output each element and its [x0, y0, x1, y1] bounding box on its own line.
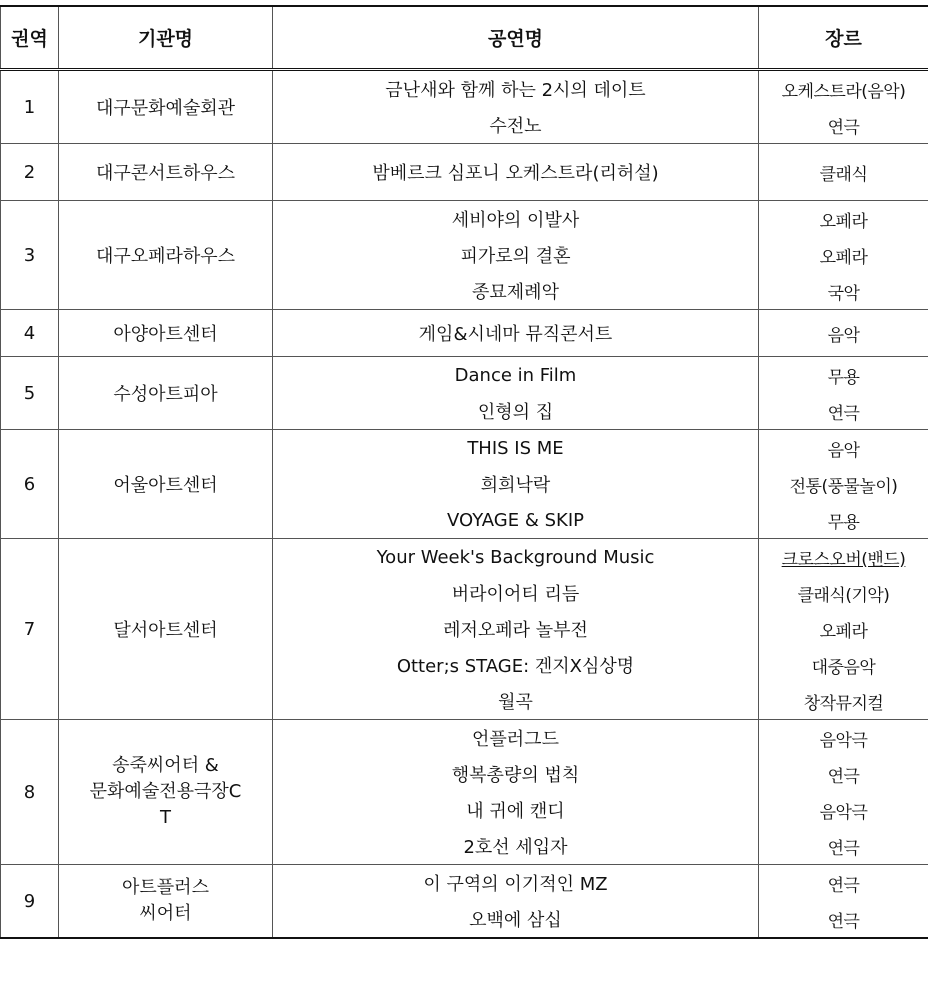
- genre-cell: [759, 70, 928, 144]
- performance-title: 금난새와 함께 하는 2시의 데이트: [385, 80, 646, 101]
- genre-label: 음악극: [819, 730, 868, 751]
- performance-title: 오백에 삼십: [469, 910, 562, 931]
- performance-title: 버라이어티 리듬: [451, 584, 580, 605]
- genre-label: 연극: [827, 117, 860, 138]
- header-region: 권역: [1, 6, 59, 70]
- institution-cell: [59, 865, 273, 939]
- table-row: [1, 539, 928, 720]
- genre-label: 연극: [827, 911, 860, 932]
- performance-cell: [273, 310, 759, 357]
- performance-title: THIS IS ME: [467, 437, 564, 459]
- performance-cell: [273, 201, 759, 310]
- performance-cell: [273, 144, 759, 201]
- performance-title: Dance in Film: [454, 364, 577, 386]
- institution-line: 송죽씨어터 &: [112, 755, 219, 776]
- genre-label: 연극: [827, 838, 860, 859]
- genre-cell: [759, 865, 928, 939]
- genre-label: 무용: [827, 367, 860, 388]
- genre-cell: [759, 201, 928, 310]
- performance-title: 이 구역의 이기적인 MZ: [423, 874, 608, 895]
- institution-cell: 어울아트센터: [59, 430, 273, 539]
- genre-label: 연극: [827, 875, 860, 896]
- genre-label: 연극: [827, 766, 860, 787]
- genre-cell: [759, 539, 928, 720]
- table-row: [1, 430, 928, 539]
- genre-label: 오케스트라(음악): [781, 81, 906, 102]
- genre-label: 대중음악: [811, 657, 876, 678]
- genre-label: 무용: [827, 512, 860, 533]
- performance-title: 월곡: [498, 692, 533, 713]
- performance-cell: [273, 865, 759, 939]
- performance-title: 종묘제례악: [472, 282, 559, 303]
- table-row: [1, 144, 928, 201]
- region-cell: 3: [1, 201, 59, 310]
- performance-table: [0, 5, 928, 939]
- performance-title: 희희낙락: [480, 475, 551, 496]
- genre-label: 클래식(기악): [797, 585, 890, 606]
- institution-cell: 대구문화예술회관: [59, 70, 273, 144]
- genre-label: 음악: [827, 325, 860, 346]
- region-cell: 8: [1, 720, 59, 865]
- region-cell: 5: [1, 357, 59, 430]
- institution-cell: 아양아트센터: [59, 310, 273, 357]
- institution-line: 씨어터: [139, 903, 192, 924]
- institution-cell: 대구콘서트하우스: [59, 144, 273, 201]
- genre-cell: [759, 720, 928, 865]
- region-cell: 6: [1, 430, 59, 539]
- region-cell: 1: [1, 70, 59, 144]
- performance-cell: [273, 70, 759, 144]
- genre-cell: [759, 310, 928, 357]
- performance-title: 밤베르크 심포니 오케스트라(리허설): [372, 163, 659, 184]
- performance-title: 세비야의 이발사: [451, 210, 580, 231]
- performance-title: VOYAGE & SKIP: [447, 509, 584, 531]
- region-cell: 2: [1, 144, 59, 201]
- table-header-row: [1, 6, 928, 70]
- institution-cell: 달서아트센터: [59, 539, 273, 720]
- performance-cell: [273, 357, 759, 430]
- performance-title: 언플러그드: [472, 729, 559, 750]
- genre-cell: [759, 144, 928, 201]
- table-row: [1, 310, 928, 357]
- genre-label: 크로스오버(밴드): [781, 549, 906, 570]
- performance-cell: [273, 539, 759, 720]
- genre-label: 국악: [827, 283, 860, 304]
- genre-cell: [759, 430, 928, 539]
- performance-title: 수전노: [489, 116, 542, 137]
- table-row: [1, 720, 928, 865]
- genre-label: 오페라: [819, 247, 868, 268]
- genre-label: 오페라: [819, 211, 868, 232]
- institution-cell: 수성아트피아: [59, 357, 273, 430]
- header-institution: 기관명: [59, 6, 273, 70]
- genre-label: 음악극: [819, 802, 868, 823]
- performance-title: 2호선 세입자: [463, 837, 568, 858]
- table-row: [1, 201, 928, 310]
- table-row: [1, 865, 928, 939]
- performance-title: 피가로의 결혼: [460, 246, 571, 267]
- genre-label: 클래식: [819, 164, 868, 185]
- header-genre: 장르: [759, 6, 928, 70]
- performance-title: 게임&시네마 뮤직콘서트: [418, 324, 613, 345]
- performance-title: Your Week's Background Music: [376, 546, 655, 568]
- region-cell: 4: [1, 310, 59, 357]
- performance-title: 인형의 집: [477, 402, 554, 423]
- genre-label: 오페라: [819, 621, 868, 642]
- institution-line: 아트플러스: [122, 877, 209, 898]
- performance-title: Otter;s STAGE: 겐지X심상명: [396, 656, 635, 677]
- performance-title: 행복총량의 법칙: [451, 765, 580, 786]
- performance-cell: [273, 430, 759, 539]
- institution-cell: [59, 720, 273, 865]
- region-cell: 9: [1, 865, 59, 939]
- institution-line: T: [160, 807, 171, 828]
- genre-label: 창작뮤지컬: [803, 693, 884, 714]
- region-cell: 7: [1, 539, 59, 720]
- header-performance: 공연명: [273, 6, 759, 70]
- table-row: [1, 70, 928, 144]
- institution-cell: 대구오페라하우스: [59, 201, 273, 310]
- genre-label: 전통(풍물놀이): [789, 476, 898, 497]
- genre-cell: [759, 357, 928, 430]
- performance-cell: [273, 720, 759, 865]
- table-row: [1, 357, 928, 430]
- institution-line: 문화예술전용극장C: [89, 781, 242, 802]
- performance-title: 레저오페라 놀부전: [443, 620, 588, 641]
- genre-label: 음악: [827, 440, 860, 461]
- genre-label: 연극: [827, 403, 860, 424]
- performance-title: 내 귀에 캔디: [466, 801, 565, 822]
